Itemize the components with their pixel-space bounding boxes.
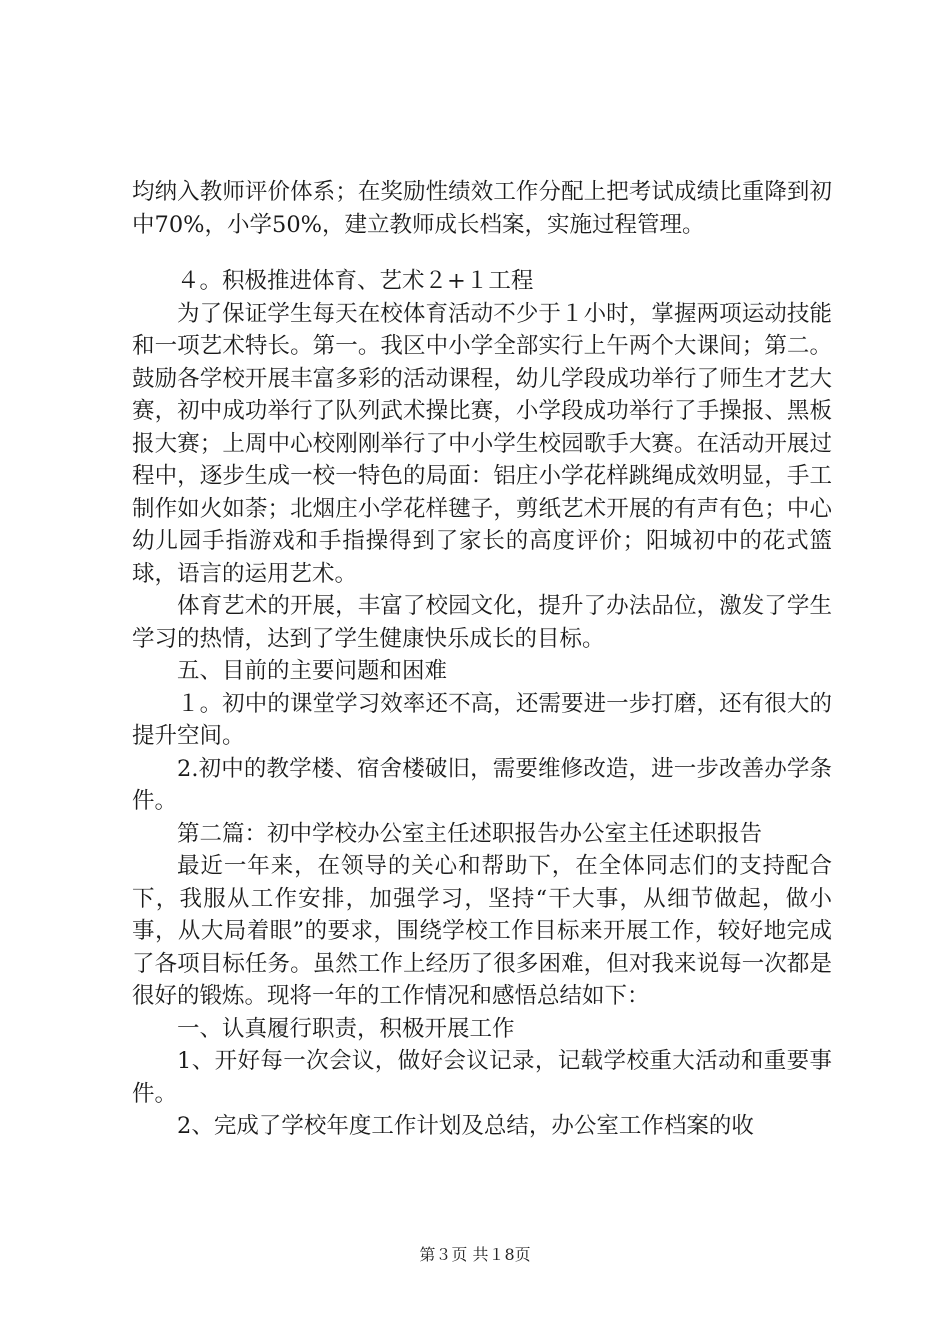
- page-number-footer: 第３页 共１8页: [419, 1245, 531, 1264]
- paragraph-intro: 最近一年来，在领导的关心和帮助下，在全体同志们的支持配合下，我服从工作安排，加强学习，坚持“干大事，从细节做起，做小事，从大局着眼”的要求，围绕学校工作目标来开展工作，较好地完成了各项目标任务。虽然工作上经历了很多困难，但对我来说每一次都是很好的锻炼。现将一年的工作情况和感悟总结如下：: [132, 853, 832, 1009]
- paragraph-continuation: 均纳入教师评价体系；在奖励性绩效工作分配上把考试成绩比重降到初中70%，小学50%，建立教师成长档案，实施过程管理。: [132, 179, 832, 238]
- section-heading-sports-art: ４。积极推进体育、艺术２+１工程: [177, 268, 534, 294]
- paragraph-sports-activities: 为了保证学生每天在校体育活动不少于１小时，掌握两项运动技能和一项艺术特长。第一。我区中小学全部实行上午两个大课间；第二。鼓励各学校开展丰富多彩的活动课程，幼儿学段成功举行了师生才艺大赛，初中成功举行了队列武术操比赛，小学段成功举行了手操报、黑板报大赛；上周中心校刚刚举行了中小学生校园歌手大赛。在活动开展过程中，逐步生成一校一特色的局面：铝庄小学花样跳绳成效明显，手工制作如火如荼；北烟庄小学花样毽子，剪纸艺术开展的有声有色；中心幼儿园手指游戏和手指操得到了家长的高度评价；阳城初中的花式篮球，语言的运用艺术。: [132, 300, 832, 587]
- document-body: [132, 176, 832, 1143]
- paragraph-problem-2: 2.初中的教学楼、宿舍楼破旧，需要维修改造，进一步改善办学条件。: [132, 755, 832, 814]
- paragraph-sports-outcome: 体育艺术的开展，丰富了校园文化，提升了办法品位，激发了学生学习的热情，达到了学生健康快乐成长的目标。: [132, 593, 832, 652]
- paragraph-duty-2: 2、完成了学校年度工作计划及总结，办公室工作档案的收: [177, 1113, 754, 1139]
- part-two-title: 第二篇：初中学校办公室主任述职报告办公室主任述职报告: [177, 820, 763, 847]
- section-heading-problems: 五、目前的主要问题和困难: [177, 658, 448, 684]
- paragraph-duty-1: 1、开好每一次会议，做好会议记录，记载学校重大活动和重要事件。: [132, 1048, 832, 1107]
- paragraph-problem-1: １。初中的课堂学习效率还不高，还需要进一步打磨，还有很大的提升空间。: [132, 690, 832, 749]
- section-heading-duties: 一、认真履行职责，积极开展工作: [177, 1015, 515, 1042]
